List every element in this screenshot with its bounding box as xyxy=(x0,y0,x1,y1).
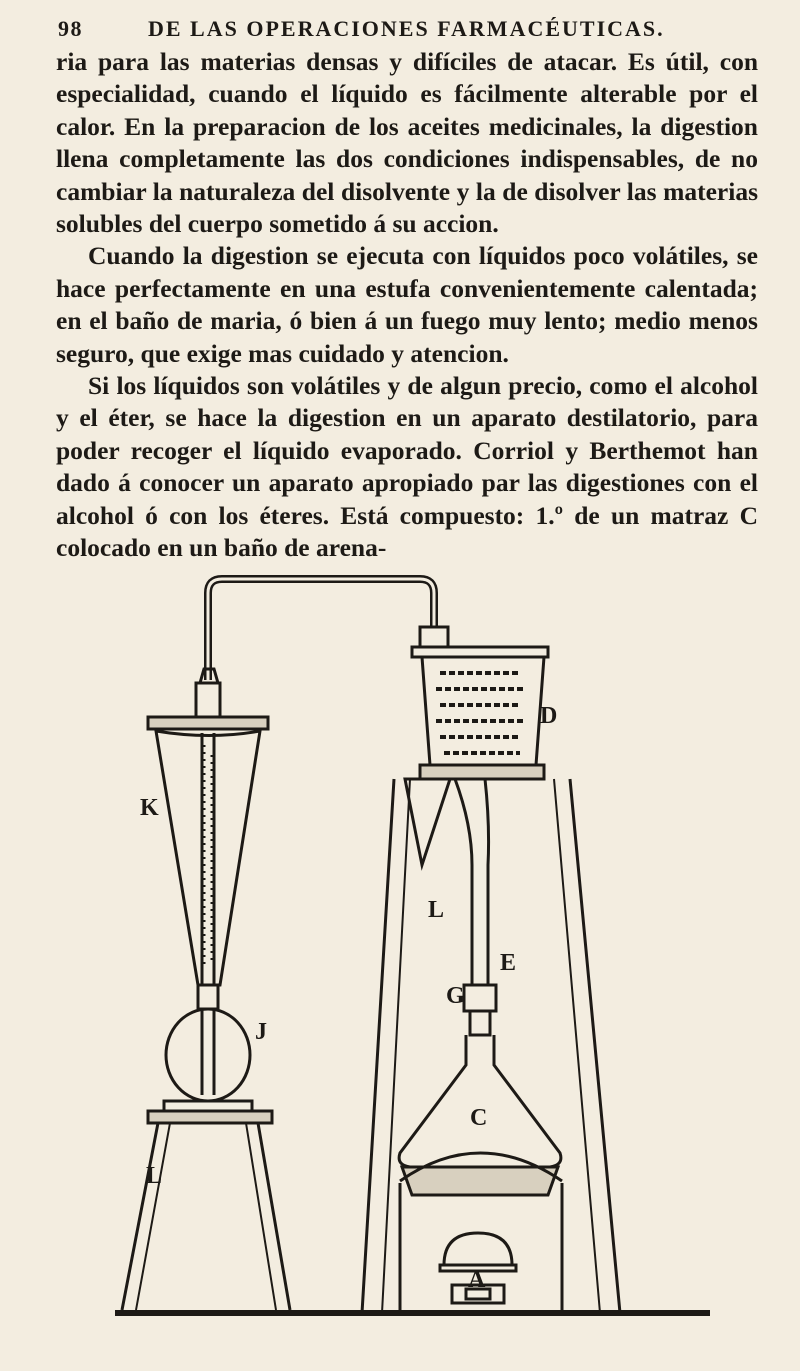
running-title: DE LAS OPERACIONES FARMACÉUTICAS. xyxy=(148,16,665,41)
label-G: G xyxy=(446,983,465,1009)
label-L-left: L xyxy=(146,1163,163,1189)
label-C: C xyxy=(470,1105,488,1131)
label-J: J xyxy=(255,1019,267,1045)
paragraph-1: ria para las materias densas y difíciles de atacar. Es útil, con especialidad, cuando el líquido es fácilmente alterable por el calor. En la preparacion de los aceites medicinales, la digestion llena completamente las dos condiciones indispensables, de no cambiar la naturaleza del disolvente y la de disolver las materias solubles del cuerpo sometido á su accion. xyxy=(56,47,758,239)
paragraph-2: Cuando la digestion se ejecuta con líquidos poco volátiles, se hace perfectamente en una estufa convenientemente calentada; en el baño de maria, ó bien á un fuego muy lento; medio menos seguro, que exige mas cuidado y atencion. xyxy=(56,241,758,368)
label-L-right: L xyxy=(428,897,445,923)
label-D: D xyxy=(540,703,558,729)
apparatus-figure xyxy=(100,565,800,1345)
label-A: A xyxy=(468,1267,486,1293)
label-K: K xyxy=(140,795,159,821)
body-text xyxy=(56,46,758,565)
paragraph-3: Si los líquidos son volátiles y de algun precio, como el alcohol y el éter, se hace la digestion en un aparato destilatorio, para poder recoger el líquido evaporado. Corriol y Berthemot han dado á conocer un aparato apropiado par las digestiones con el alcohol ó con los éteres. Está compuesto: 1.º de un matraz C colocado en un baño de arena- xyxy=(56,371,758,563)
label-E: E xyxy=(500,950,517,976)
page-number: 98 xyxy=(58,16,83,41)
apparatus-illustration xyxy=(100,565,800,1345)
page-header xyxy=(58,16,758,42)
